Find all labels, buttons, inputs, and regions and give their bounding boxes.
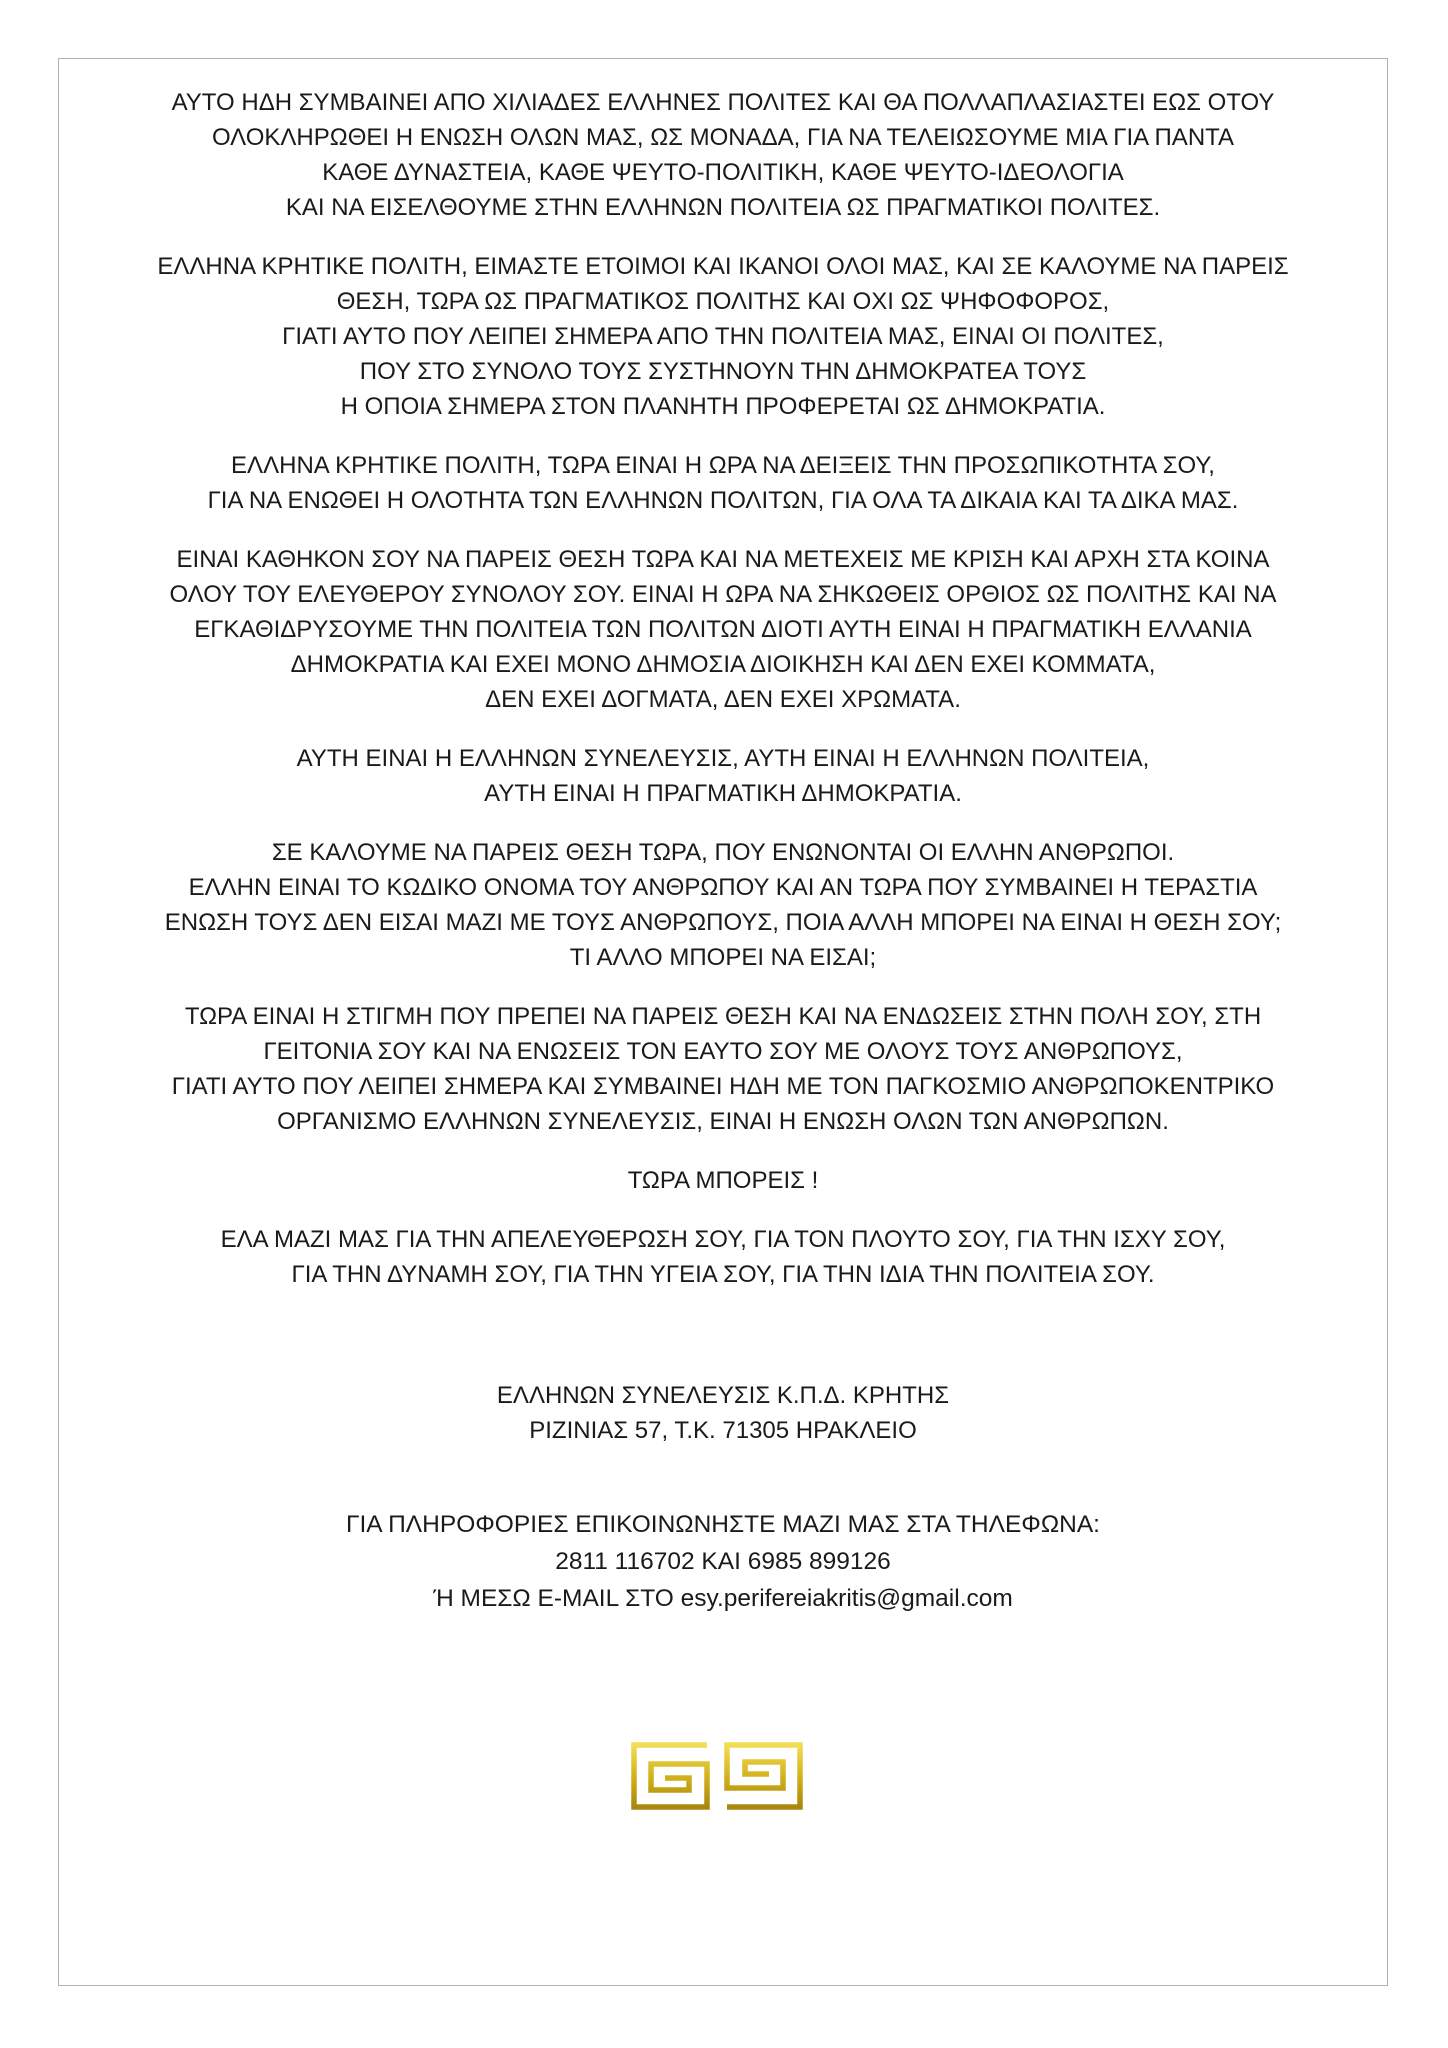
text-line: ΚΑΘΕ ΔΥΝΑΣΤΕΙΑ, ΚΑΘΕ ΨΕΥΤΟ-ΠΟΛΙΤΙΚΗ, ΚΑΘΕ ΨΕΥΤΟ-ΙΔΕΟΛΟΓΙΑ <box>322 159 1124 186</box>
text-line: ΣΕ ΚΑΛΟΥΜΕ ΝΑ ΠΑΡΕΙΣ ΘΕΣΗ ΤΩΡΑ, ΠΟΥ ΕΝΩΝΟΝΤΑΙ ΟΙ ΕΛΛΗΝ ΑΝΘΡΩΠΟΙ. <box>271 839 1175 866</box>
postal-address: ΡΙΖΙΝΙΑΣ 57, Τ.Κ. 71305 ΗΡΑΚΛΕΙΟ <box>529 1417 917 1444</box>
paragraph-7 <box>58 999 1388 1139</box>
text-line: ΓΙΑΤΙ ΑΥΤΟ ΠΟΥ ΛΕΙΠΕΙ ΣΗΜΕΡΑ ΚΑΙ ΣΥΜΒΑΙΝΕΙ ΗΔΗ ΜΕ ΤΟΝ ΠΑΓΚΟΣΜΙΟ ΑΝΘΡΩΠΟΚΕΝΤΡΙΚΟ <box>171 1073 1275 1100</box>
text-line: ΓΙΑ ΝΑ ΕΝΩΘΕΙ Η ΟΛΟΤΗΤΑ ΤΩΝ ΕΛΛΗΝΩΝ ΠΟΛΙΤΩΝ, ΓΙΑ ΟΛΑ ΤΑ ΔΙΚΑΙΑ ΚΑΙ ΤΑ ΔΙΚΑ ΜΑΣ. <box>207 487 1239 514</box>
footer-address <box>58 1378 1388 1448</box>
text-line: ΕΓΚΑΘΙΔΡΥΣΟΥΜΕ ΤΗΝ ΠΟΛΙΤΕΙΑ ΤΩΝ ΠΟΛΙΤΩΝ ΔΙΟΤΙ ΑΥΤΗ ΕΙΝΑΙ Η ΠΡΑΓΜΑΤΙΚΗ ΕΛΛΑΝΙΑ <box>194 616 1252 643</box>
text-line: ΤΩΡΑ ΜΠΟΡΕΙΣ ! <box>627 1167 819 1194</box>
paragraph-1 <box>58 58 1388 225</box>
text-line: ΓΕΙΤΟΝΙΑ ΣΟΥ ΚΑΙ ΝΑ ΕΝΩΣΕΙΣ ΤΟΝ ΕΑΥΤΟ ΣΟΥ ΜΕ ΟΛΟΥΣ ΤΟΥΣ ΑΝΘΡΩΠΟΥΣ, <box>263 1038 1183 1065</box>
text-line: ΟΡΓΑΝΙΣΜΟ ΕΛΛΗΝΩΝ ΣΥΝΕΛΕΥΣΙΣ, ΕΙΝΑΙ Η ΕΝΩΣΗ ΟΛΩΝ ΤΩΝ ΑΝΘΡΩΠΩΝ. <box>277 1108 1169 1135</box>
paragraph-4 <box>58 542 1388 717</box>
text-line: ΕΛΛΗΝΑ ΚΡΗΤΙΚΕ ΠΟΛΙΤΗ, ΤΩΡΑ ΕΙΝΑΙ Η ΩΡΑ ΝΑ ΔΕΙΞΕΙΣ ΤΗΝ ΠΡΟΣΩΠΙΚΟΤΗΤΑ ΣΟΥ, <box>231 452 1215 479</box>
text-line: ΚΑΙ ΝΑ ΕΙΣΕΛΘΟΥΜΕ ΣΤΗΝ ΕΛΛΗΝΩΝ ΠΟΛΙΤΕΙΑ ΩΣ ΠΡΑΓΜΑΤΙΚΟΙ ΠΟΛΙΤΕΣ. <box>285 194 1161 221</box>
text-line: ΕΝΩΣΗ ΤΟΥΣ ΔΕΝ ΕΙΣΑΙ ΜΑΖΙ ΜΕ ΤΟΥΣ ΑΝΘΡΩΠΟΥΣ, ΠΟΙΑ ΑΛΛΗ ΜΠΟΡΕΙ ΝΑ ΕΙΝΑΙ Η ΘΕΣΗ ΣΟΥ; <box>164 909 1282 936</box>
text-line: ΑΥΤΟ ΗΔΗ ΣΥΜΒΑΙΝΕΙ ΑΠΟ ΧΙΛΙΑΔΕΣ ΕΛΛΗΝΕΣ ΠΟΛΙΤΕΣ ΚΑΙ ΘΑ ΠΟΛΛΑΠΛΑΣΙΑΣΤΕΙ ΕΩΣ ΟΤΟΥ <box>171 89 1275 116</box>
text-line: ΤΙ ΑΛΛΟ ΜΠΟΡΕΙ ΝΑ ΕΙΣΑΙ; <box>569 944 877 971</box>
document-body <box>58 58 1388 1617</box>
logo-right-meander <box>727 1745 800 1807</box>
paragraph-9 <box>58 1222 1388 1292</box>
text-line: ΕΛΛΗΝΑ ΚΡΗΤΙΚΕ ΠΟΛΙΤΗ, ΕΙΜΑΣΤΕ ΕΤΟΙΜΟΙ ΚΑΙ ΙΚΑΝΟΙ ΟΛΟΙ ΜΑΣ, ΚΑΙ ΣΕ ΚΑΛΟΥΜΕ ΝΑ ΠΑΡΕΙΣ <box>157 253 1289 280</box>
contact-intro: ΓΙΑ ΠΛΗΡΟΦΟΡΙΕΣ ΕΠΙΚΟΙΝΩΝΗΣΤΕ ΜΑΖΙ ΜΑΣ ΣΤΑ ΤΗΛΕΦΩΝΑ: <box>346 1511 1100 1538</box>
text-line: ΟΛΟΥ ΤΟΥ ΕΛΕΥΘΕΡΟΥ ΣΥΝΟΛΟΥ ΣΟΥ. ΕΙΝΑΙ Η ΩΡΑ ΝΑ ΣΗΚΩΘΕΙΣ ΟΡΘΙΟΣ ΩΣ ΠΟΛΙΤΗΣ ΚΑΙ ΝΑ <box>169 581 1277 608</box>
text-line: ΓΙΑΤΙ ΑΥΤΟ ΠΟΥ ΛΕΙΠΕΙ ΣΗΜΕΡΑ ΑΠΟ ΤΗΝ ΠΟΛΙΤΕΙΑ ΜΑΣ, ΕΙΝΑΙ ΟΙ ΠΟΛΙΤΕΣ, <box>282 323 1164 350</box>
text-line: ΠΟΥ ΣΤΟ ΣΥΝΟΛΟ ΤΟΥΣ ΣΥΣΤΗΝΟΥΝ ΤΗΝ ΔΗΜΟΚΡΑΤΕΑ ΤΟΥΣ <box>359 358 1087 385</box>
text-line: Η ΟΠΟΙΑ ΣΗΜΕΡΑ ΣΤΟΝ ΠΛΑΝΗΤΗ ΠΡΟΦΕΡΕΤΑΙ ΩΣ ΔΗΜΟΚΡΑΤΙΑ. <box>340 393 1106 420</box>
text-line: ΔΗΜΟΚΡΑΤΙΑ ΚΑΙ ΕΧΕΙ ΜΟΝΟ ΔΗΜΟΣΙΑ ΔΙΟΙΚΗΣΗ ΚΑΙ ΔΕΝ ΕΧΕΙ ΚΟΜΜΑΤΑ, <box>290 651 1156 678</box>
paragraph-6 <box>58 835 1388 975</box>
text-line: ΕΙΝΑΙ ΚΑΘΗΚΟΝ ΣΟΥ ΝΑ ΠΑΡΕΙΣ ΘΕΣΗ ΤΩΡΑ ΚΑΙ ΝΑ ΜΕΤΕΧΕΙΣ ΜΕ ΚΡΙΣΗ ΚΑΙ ΑΡΧΗ ΣΤΑ ΚΟΙΝΑ <box>176 546 1270 573</box>
text-line: ΑΥΤΗ ΕΙΝΑΙ Η ΠΡΑΓΜΑΤΙΚΗ ΔΗΜΟΚΡΑΤΙΑ. <box>484 780 962 807</box>
text-line: ΕΛΑ ΜΑΖΙ ΜΑΣ ΓΙΑ ΤΗΝ ΑΠΕΛΕΥΘΕΡΩΣΗ ΣΟΥ, ΓΙΑ ΤΟΝ ΠΛΟΥΤΟ ΣΟΥ, ΓΙΑ ΤΗΝ ΙΣΧΥ ΣΟΥ, <box>220 1226 1226 1253</box>
organization-name: ΕΛΛΗΝΩΝ ΣΥΝΕΛΕΥΣΙΣ Κ.Π.Δ. ΚΡΗΤΗΣ <box>496 1382 950 1409</box>
text-line: ΓΙΑ ΤΗΝ ΔΥΝΑΜΗ ΣΟΥ, ΓΙΑ ΤΗΝ ΥΓΕΙΑ ΣΟΥ, ΓΙΑ ΤΗΝ ΙΔΙΑ ΤΗΝ ΠΟΛΙΤΕΙΑ ΣΟΥ. <box>291 1261 1155 1288</box>
paragraph-3 <box>58 448 1388 518</box>
text-line: ΘΕΣΗ, ΤΩΡΑ ΩΣ ΠΡΑΓΜΑΤΙΚΟΣ ΠΟΛΙΤΗΣ ΚΑΙ ΟΧΙ ΩΣ ΨΗΦΟΦΟΡΟΣ, <box>336 288 1110 315</box>
email-line: Ή ΜΕΣΩ E-MAIL ΣΤΟ esy.perifereiakritis@gmail.com <box>433 1585 1013 1612</box>
footer-contact <box>58 1506 1388 1617</box>
text-line: ΟΛΟΚΛΗΡΩΘΕΙ Η ΕΝΩΣΗ ΟΛΩΝ ΜΑΣ, ΩΣ ΜΟΝΑΔΑ, ΓΙΑ ΝΑ ΤΕΛΕΙΩΣΟΥΜΕ ΜΙΑ ΓΙΑ ΠΑΝΤΑ <box>211 124 1235 151</box>
logo-left-meander <box>634 1745 707 1807</box>
paragraph-8 <box>58 1163 1388 1198</box>
paragraph-2 <box>58 249 1388 424</box>
text-line: ΑΥΤΗ ΕΙΝΑΙ Η ΕΛΛΗΝΩΝ ΣΥΝΕΛΕΥΣΙΣ, ΑΥΤΗ ΕΙΝΑΙ Η ΕΛΛΗΝΩΝ ΠΟΛΙΤΕΙΑ, <box>296 745 1150 772</box>
phone-numbers: 2811 116702 ΚΑΙ 6985 899126 <box>555 1548 891 1575</box>
text-line: ΕΛΛΗΝ ΕΙΝΑΙ ΤΟ ΚΩΔΙΚΟ ΟΝΟΜΑ ΤΟΥ ΑΝΘΡΩΠΟΥ ΚΑΙ ΑΝ ΤΩΡΑ ΠΟΥ ΣΥΜΒΑΙΝΕΙ Η ΤΕΡΑΣΤΙΑ <box>188 874 1258 901</box>
paragraph-5 <box>58 741 1388 811</box>
text-line: ΔΕΝ ΕΧΕΙ ΔΟΓΜΑΤΑ, ΔΕΝ ΕΧΕΙ ΧΡΩΜΑΤΑ. <box>485 686 961 713</box>
greek-meander-logo-icon <box>629 1740 805 1812</box>
text-line: ΤΩΡΑ ΕΙΝΑΙ Η ΣΤΙΓΜΗ ΠΟΥ ΠΡΕΠΕΙ ΝΑ ΠΑΡΕΙΣ ΘΕΣΗ ΚΑΙ ΝΑ ΕΝΔΩΣΕΙΣ ΣΤΗΝ ΠΟΛΗ ΣΟΥ, ΣΤΗ <box>184 1003 1262 1030</box>
